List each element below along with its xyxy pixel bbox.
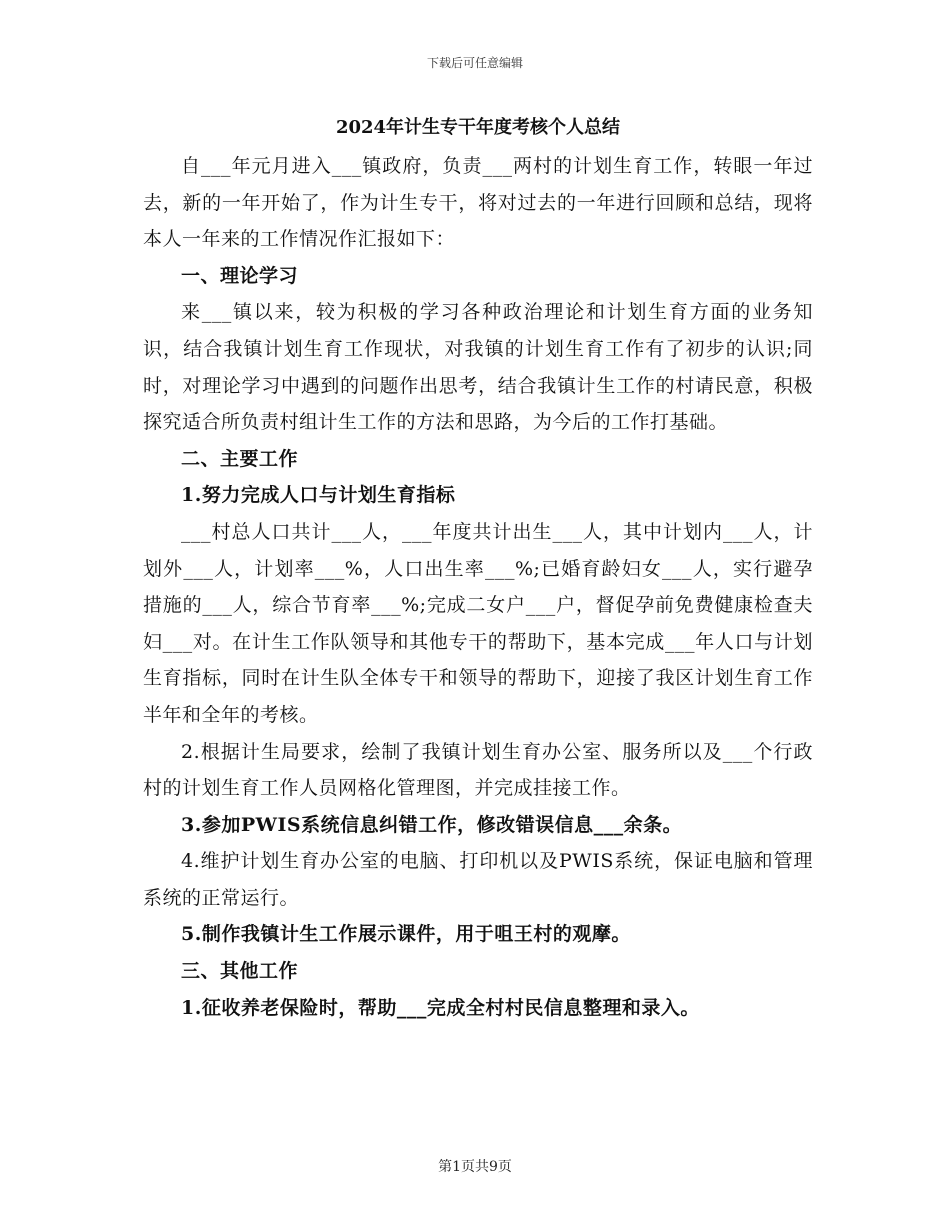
document-body	[143, 108, 813, 1026]
page-header-note: 下载后可任意编辑	[426, 56, 523, 70]
subheading-population-targets: 1.努力完成人口与计划生育指标	[181, 484, 456, 507]
item-pwis-correction: 3.参加PWIS系统信息纠错工作，修改错误信息___余条。	[181, 813, 683, 836]
item-grid-map: 2.根据计生局要求，绘制了我镇计划生育办公室、服务所以及___个行政村的计划生育工作人员网格化管理图，并完成挂接工作。	[143, 740, 813, 800]
document-title: 2024年计生专干年度考核个人总结	[335, 117, 621, 138]
section-heading-other-work: 三、其他工作	[181, 960, 299, 983]
page-number: 第1页共9页	[438, 1159, 512, 1175]
population-paragraph: ___村总人口共计___人，___年度共计出生___人，其中计划内___人，计划外___人，计划率___%，人口出生率___%;已婚育龄妇女___人，实行避孕措施的___人，综合节育率___%;完成二女户___户，督促孕前免费健康检查夫妇___对。在计生工作队领导和其他专干的帮助下，基本完成___年人口与计划生育指标，同时在计生队全体专干和领导的帮助下，迎接了我区计划生育工作半年和全年的考核。	[143, 520, 813, 726]
intro-paragraph: 自___年元月进入___镇政府，负责___两村的计划生育工作，转眼一年过去，新的一年开始了，作为计生专干，将对过去的一年进行回顾和总结，现将本人一年来的工作情况作汇报如下：	[143, 155, 813, 251]
section-heading-theory: 一、理论学习	[181, 264, 299, 287]
item-courseware: 5.制作我镇计生工作展示课件，用于咀王村的观摩。	[181, 923, 631, 946]
section-heading-main-work: 二、主要工作	[181, 447, 299, 470]
item-pension: 1.征收养老保险时，帮助___完成全村村民信息整理和录入。	[181, 996, 700, 1019]
item-maintenance: 4.维护计划生育办公室的电脑、打印机以及PWIS系统，保证电脑和管理系统的正常运行。	[143, 850, 813, 909]
theory-paragraph: 来___镇以来，较为积极的学习各种政治理论和计划生育方面的业务知识，结合我镇计划生育工作现状，对我镇的计划生育工作有了初步的认识;同时，对理论学习中遇到的问题作出思考，结合我镇计生工作的村请民意，积极探究适合所负责村组计生工作的方法和思路，为今后的工作打基础。	[143, 301, 813, 434]
